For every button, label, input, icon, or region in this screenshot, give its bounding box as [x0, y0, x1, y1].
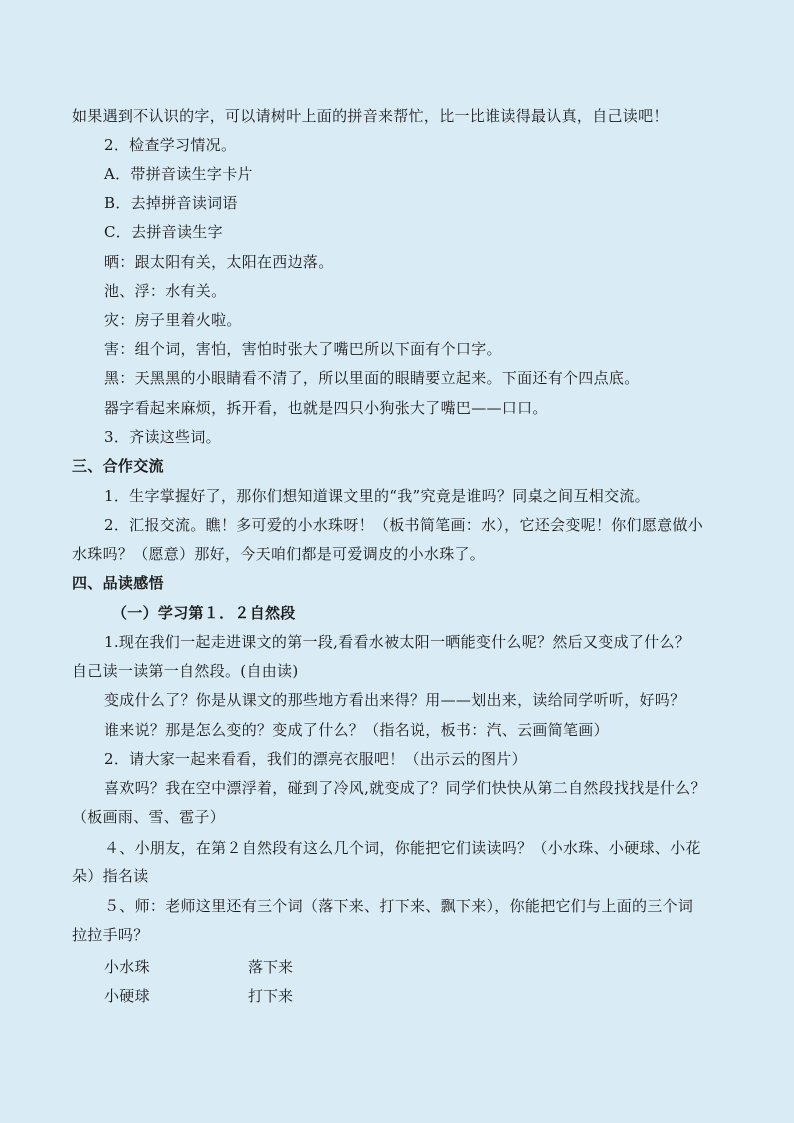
- word-pair-right: 落下来: [248, 958, 294, 976]
- paragraph-line: 1．生字掌握好了，那你们想知道课文里的“我”究竟是谁吗？同桌之间互相交流。: [104, 487, 650, 505]
- paragraph-line: 灾：房子里着火啦。: [104, 311, 242, 329]
- word-pair-right: 打下来: [248, 987, 294, 1005]
- paragraph-line: 如果遇到不认识的字，可以请树叶上面的拼音来帮忙，比一比谁读得最认真，自己读吧！: [72, 107, 669, 125]
- paragraph-line: 黑：天黑黑的小眼睛看不清了，所以里面的眼睛要立起来。下面还有个四点底。: [104, 369, 640, 387]
- subsection-heading: （一）学习第１．２自然段: [112, 604, 296, 622]
- word-pair-left: 小水珠: [104, 958, 150, 976]
- list-item: A．带拼音读生字卡片: [104, 165, 253, 183]
- paragraph-line: 拉拉手吗？: [72, 926, 149, 944]
- word-pair-left: 小硬球: [104, 987, 150, 1005]
- paragraph-line: （板画雨、雪、雹子）: [72, 808, 226, 826]
- paragraph-line: 池、浮：水有关。: [104, 282, 227, 300]
- paragraph-line: 喜欢吗？我在空中漂浮着，碰到了冷风,就变成了？同学们快快从第二自然段找找是什么？: [104, 779, 706, 797]
- paragraph-line: ４、小朋友，在第２自然段有这么几个词，你能把它们读读吗？（小水珠、小硬球、小花: [104, 839, 701, 857]
- list-item: C．去拼音读生字: [104, 223, 223, 241]
- paragraph-line: 2．请大家一起来看看，我们的漂亮衣服吧！（出示云的图片）: [104, 750, 527, 768]
- list-item: B．去掉拼音读词语: [104, 194, 238, 212]
- section-heading: 三、合作交流: [72, 457, 164, 475]
- paragraph-line: 2．汇报交流。瞧！多可爱的小水珠呀！（板书简笔画：水），它还会变呢！你们愿意做小: [104, 516, 704, 534]
- paragraph-line: 朵）指名读: [72, 867, 149, 885]
- paragraph-line: 晒：跟太阳有关，太阳在西边落。: [104, 253, 334, 271]
- paragraph-line: 1.现在我们一起走进课文的第一段,看看水被太阳一晒能变什么呢？然后又变成了什么？: [104, 633, 691, 651]
- paragraph-line: ５、师：老师这里还有三个词（落下来、打下来、飘下来），你能把它们与上面的三个词: [104, 897, 694, 915]
- paragraph-line: 害：组个词，害怕，害怕时张大了嘴巴所以下面有个口字。: [104, 340, 502, 358]
- paragraph-line: 器字看起来麻烦，拆开看，也就是四只小狗张大了嘴巴——口口。: [104, 399, 548, 417]
- paragraph-line: 3．齐读这些词。: [104, 428, 221, 446]
- section-heading: 四、品读感悟: [72, 574, 164, 592]
- paragraph-line: 水珠吗？（愿意）那好，今天咱们都是可爱调皮的小水珠了。: [72, 545, 486, 563]
- paragraph-line: 2．检查学习情况。: [104, 136, 237, 154]
- paragraph-line: 变成什么了？你是从课文的那些地方看出来得？用——划出来，读给同学听听，好吗？: [104, 691, 686, 709]
- paragraph-line: 自己读一读第一自然段。(自由读): [72, 662, 299, 680]
- paragraph-line: 谁来说？那是怎么变的？变成了什么？（指名说，板书：汽、云画简笔画）: [104, 721, 609, 739]
